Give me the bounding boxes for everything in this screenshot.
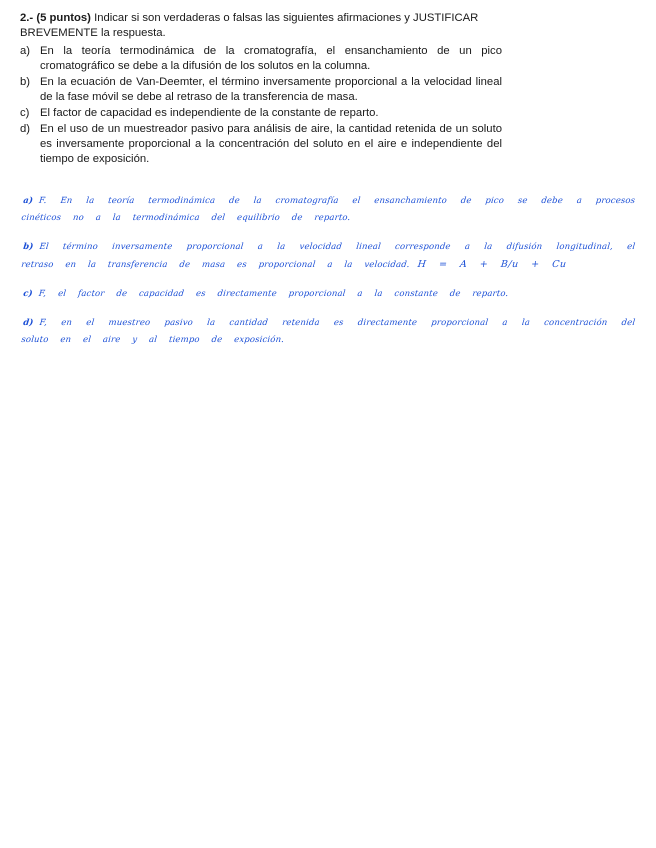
handwritten-answers (20, 193, 636, 361)
statement-c (20, 106, 502, 121)
statement-text: En el uso de un muestreador pasivo para análisis de aire, la cantidad retenida de un soluto es inversamente proporcional a la concentración del soluto en el aire e independiente del tiempo de exposición. (40, 123, 502, 165)
statement-d (20, 122, 502, 167)
answer-text: F, en el muestreo pasivo la cantidad retenida es directamente proporcional a la concentración del soluto en el aire y al tiempo de exposición. (20, 318, 636, 345)
question-number: 2.- (20, 12, 34, 24)
statement-text: En la teoría termodinámica de la cromatografía, el ensanchamiento de un pico cromatográfico se debe a la difusión de los solutos en la columna. (40, 45, 502, 72)
statement-letter: a) (20, 45, 31, 57)
answer-letter: c) (22, 289, 34, 299)
van-deemter-formula: H = A + B/u + Cu (417, 259, 568, 270)
statement-list (20, 44, 502, 167)
question-points: (5 puntos) (36, 12, 91, 24)
answer-text: F. En la teoría termodinámica de la cromatografía el ensanchamiento de pico se debe a procesos cinéticos no a la termodinámica del equilibrio de reparto. (20, 196, 636, 223)
statement-letter: c) (20, 107, 30, 119)
answer-text: El término inversamente proporcional a la velocidad lineal corresponde a la difusión longitudinal, el retraso en la transferencia de masa es proporcional a la velocidad. (20, 242, 636, 270)
question-prompt: Indicar si son verdaderas o falsas las siguientes afirmaciones y JUSTIFICAR BREVEMENTE la respuesta. (20, 12, 479, 39)
statement-text: El factor de capacidad es independiente de la constante de reparto. (40, 107, 379, 119)
answer-c (22, 286, 636, 303)
question-block (20, 11, 502, 168)
answer-a (20, 193, 636, 227)
statement-letter: b) (20, 76, 31, 88)
answer-letter: b) (22, 242, 34, 252)
answer-b (20, 239, 636, 274)
statement-b (20, 75, 502, 105)
statement-text: En la ecuación de Van-Deemter, el término inversamente proporcional a la velocidad lineal de la fase móvil se debe al retraso de la transferencia de masa. (40, 76, 502, 103)
answer-text: F, el factor de capacidad es directamente proporcional a la constante de reparto. (38, 289, 509, 299)
statement-letter: d) (20, 123, 31, 135)
answer-letter: d) (22, 318, 34, 328)
answer-d (20, 315, 636, 349)
question-heading (20, 11, 502, 41)
answer-letter: a) (22, 196, 34, 206)
statement-a (20, 44, 502, 74)
